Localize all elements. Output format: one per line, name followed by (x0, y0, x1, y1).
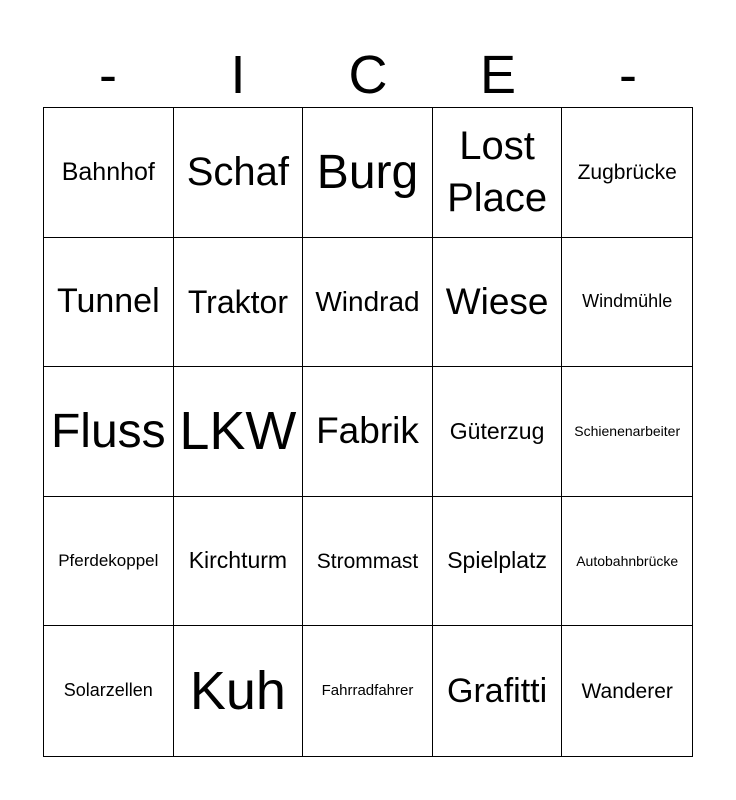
bingo-cell[interactable]: Solarzellen (44, 626, 174, 756)
bingo-board (43, 107, 693, 757)
bingo-cell[interactable]: Windrad (303, 238, 433, 368)
bingo-cell[interactable]: Güterzug (433, 367, 563, 497)
bingo-cell[interactable]: Zugbrücke (562, 108, 692, 238)
bingo-cell[interactable]: Bahnhof (44, 108, 174, 238)
header-letter-4: E (479, 45, 517, 105)
bingo-cell[interactable]: LKW (174, 367, 304, 497)
bingo-cell[interactable]: Burg (303, 108, 433, 238)
bingo-cell[interactable]: Wanderer (581, 679, 673, 703)
bingo-cell[interactable]: Fabrik (303, 367, 433, 497)
bingo-cell[interactable]: Fluss (44, 367, 174, 497)
bingo-cell[interactable]: Schienenarbeiter (562, 367, 692, 497)
bingo-cell[interactable]: Spielplatz (433, 497, 563, 627)
bingo-header (43, 42, 693, 108)
bingo-cell[interactable]: Windmühle (562, 238, 692, 368)
bingo-cell[interactable]: Kirchturm (174, 497, 304, 627)
bingo-cell[interactable]: Schaf (174, 108, 304, 238)
header-letter-3: C (348, 45, 388, 105)
bingo-cell[interactable]: Grafitti (433, 626, 563, 756)
bingo-cell[interactable]: Tunnel (44, 238, 174, 368)
bingo-cell[interactable]: Strommast (303, 497, 433, 627)
bingo-cell[interactable]: Fahrradfahrer (303, 626, 433, 756)
bingo-cell[interactable]: Pferdekoppel (44, 497, 174, 627)
bingo-cell[interactable]: Autobahnbrücke (562, 497, 692, 627)
bingo-cell[interactable]: Lost Place (433, 108, 563, 238)
header-letter-1: - (99, 45, 117, 105)
bingo-cell[interactable]: Traktor (174, 238, 304, 368)
header-letter-5: - (619, 45, 637, 105)
bingo-cell[interactable]: Wiese (433, 238, 563, 368)
header-letter-2: I (230, 45, 246, 105)
bingo-cell[interactable]: Kuh (174, 626, 304, 756)
